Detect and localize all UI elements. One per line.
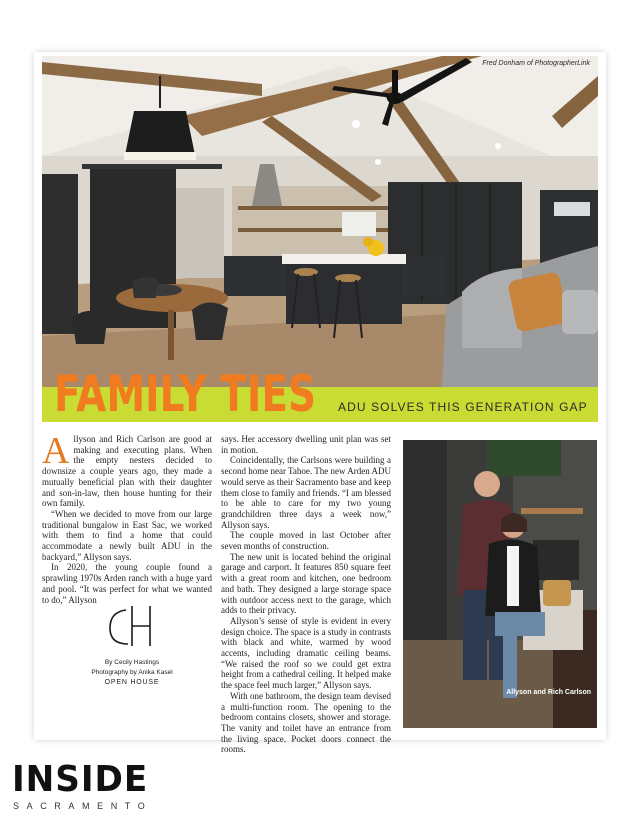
section-name: OPEN HOUSE xyxy=(104,679,160,686)
paragraph: The couple moved in last October after seven months of construction. xyxy=(221,530,391,552)
author-monogram-logo xyxy=(104,602,160,652)
paragraph: Allyson’s sense of style is evident in every design choice. The space is a study in contrasts with black and white, warmed by wood accents, including dramatic ceiling beams. “We raised the roof so we could get extra height from a cathedral ceiling. It helped make the space feel much larger,” Allyson says. xyxy=(221,615,391,691)
paragraph: says. Her accessory dwelling unit plan was set in motion. xyxy=(221,434,391,455)
portrait-photo xyxy=(403,440,597,728)
photography-credit: Photography by Anika Kasel xyxy=(91,669,173,676)
paragraph: The new unit is located behind the original garage and carport. It features 850 square feet with a great room and kitchen, one bedroom and bath. They designed a large storage space with outdoor access next to the garage, which adds to their privacy. xyxy=(221,551,391,616)
article-title: FAMILY TIES xyxy=(54,365,317,423)
article-subtitle: ADU SOLVES THIS GENERATION GAP xyxy=(338,400,588,414)
magazine-city: SACRAMENTO xyxy=(13,801,153,811)
author-credit: By Cecily Hastings xyxy=(104,659,160,666)
photo-caption: Allyson and Rich Carlson xyxy=(506,689,591,696)
article-column-2 xyxy=(221,434,391,755)
article-column-1 xyxy=(42,430,212,605)
drop-cap: A xyxy=(42,430,70,472)
magazine-logo: INSIDE xyxy=(12,759,149,800)
paragraph: In 2020, the young couple found a sprawling 1970s Arden ranch with a huge yard and pool. “It was perfect for what we wanted to do,” Allyson xyxy=(42,562,212,605)
kitchen-photo-illustration xyxy=(42,56,598,387)
paragraph: Coincidentally, the Carlsons were building a second home near Tahoe. The new Arden ADU would serve as their Sacramento base and keep them close to family and friends. “I am blessed to be able to care for my two young grandchildren three days a week now,” Allyson says. xyxy=(221,455,391,530)
paragraph: Allyson and Rich Carlson are good at making and executing plans. When the empty nesters decided to downsize a couple years ago, they made a mutually beneficial plan with their daughter and son-in-law, then house hunting for their own family. xyxy=(42,430,212,509)
couple-photo-illustration xyxy=(403,440,597,728)
byline xyxy=(62,658,202,688)
paragraph: “When we decided to move from our large traditional bungalow in East Sac, we worked with them to find a home that could accommodate a newly built ADU in the backyard,” Allyson says. xyxy=(42,508,212,562)
hero-photo xyxy=(42,56,598,387)
paragraph: With one bathroom, the design team devised a multi-function room. The opening to the bedroom contains closets, shower and storage. The vanity and toilet have an entrance from the living space. Pocket doors connect the rooms. xyxy=(221,690,391,755)
photo-credit: Fred Donham of PhotographerLink xyxy=(482,60,590,67)
